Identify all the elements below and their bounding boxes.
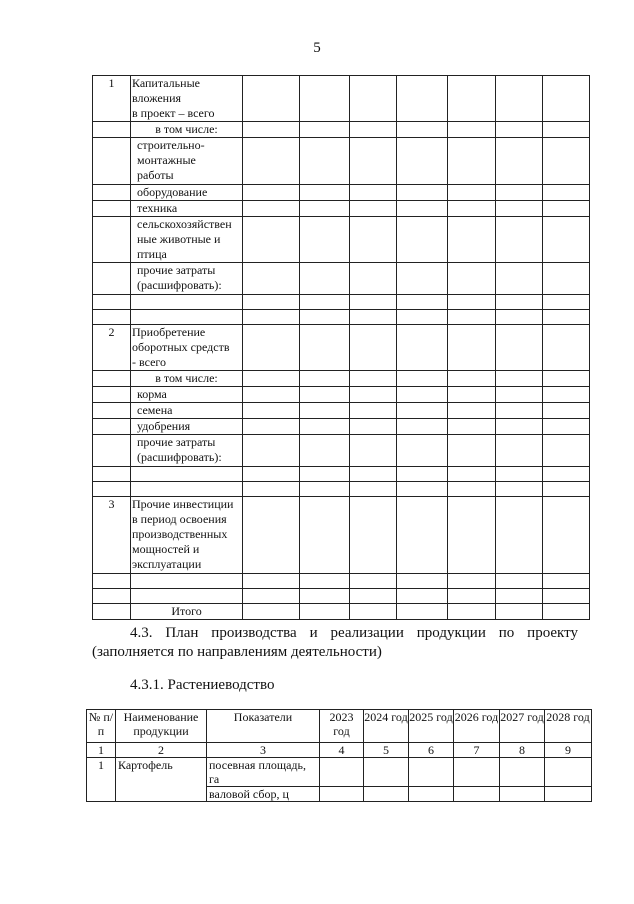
column-number: 7 [454,743,500,758]
row-label [131,371,243,387]
value-cell[interactable] [543,295,590,310]
value-cell[interactable] [448,138,496,185]
row-number [93,604,131,620]
value-cell[interactable] [496,371,543,387]
value-cell[interactable] [543,387,590,403]
value-cell[interactable] [350,122,397,138]
row-label [131,325,243,371]
value-cell[interactable] [448,387,496,403]
value-cell[interactable] [300,263,350,295]
value-cell[interactable] [243,217,300,263]
row-label [131,419,243,435]
value-cell[interactable] [350,76,397,122]
row-label [131,201,243,217]
value-cell[interactable] [364,758,409,787]
row-label [131,138,243,185]
value-cell[interactable] [397,325,448,371]
row-label [131,403,243,419]
value-cell[interactable] [454,758,500,787]
section-4-3-1-heading: 4.3.1. Растениеводство [130,677,275,693]
row-label-line: оборудование [137,185,208,199]
value-cell[interactable] [397,482,448,497]
header-2028: 2028 год [545,710,592,743]
value-cell[interactable] [300,122,350,138]
column-number: 2 [116,743,207,758]
value-cell[interactable] [397,371,448,387]
value-cell[interactable] [320,758,364,787]
row-number [93,185,131,201]
row-number [93,371,131,387]
value-cell[interactable] [300,403,350,419]
row-number: 3 [93,497,131,574]
table-row [93,589,590,604]
row-label [131,604,243,620]
value-cell[interactable] [243,138,300,185]
row-label [131,310,243,325]
row-label [131,482,243,497]
value-cell[interactable] [543,482,590,497]
value-cell[interactable] [496,263,543,295]
row-label [131,263,243,295]
value-cell[interactable] [496,325,543,371]
row-label-line: техника [137,201,178,215]
row-label [131,574,243,589]
value-cell[interactable] [320,787,364,802]
value-cell[interactable] [243,403,300,419]
table-row [93,325,590,371]
value-cell[interactable] [496,387,543,403]
value-cell[interactable] [350,604,397,620]
table-row [93,419,590,435]
value-cell[interactable] [448,482,496,497]
value-cell[interactable] [397,403,448,419]
value-cell[interactable] [397,138,448,185]
value-cell[interactable] [496,604,543,620]
row-label [131,435,243,467]
row-label-line: строительно- [137,138,205,152]
header-2027: 2027 год [500,710,545,743]
row-label [131,589,243,604]
row-label-line: птица [137,247,167,261]
product-name: Картофель [116,758,207,802]
value-cell[interactable] [350,295,397,310]
value-cell[interactable] [496,310,543,325]
value-cell[interactable] [243,371,300,387]
value-cell[interactable] [397,497,448,574]
header-2026: 2026 год [454,710,500,743]
value-cell[interactable] [243,435,300,467]
table-row [93,371,590,387]
table-row [93,467,590,482]
value-cell[interactable] [243,387,300,403]
value-cell[interactable] [543,467,590,482]
row-number [93,403,131,419]
column-number: 6 [409,743,454,758]
column-number: 3 [207,743,320,758]
row-label [131,387,243,403]
value-cell[interactable] [350,263,397,295]
value-cell[interactable] [397,387,448,403]
value-cell[interactable] [543,201,590,217]
value-cell[interactable] [448,403,496,419]
value-cell[interactable] [496,403,543,419]
value-cell[interactable] [300,371,350,387]
header-product: Наименование продукции [116,710,207,743]
value-cell[interactable] [300,574,350,589]
row-label [131,122,243,138]
value-cell[interactable] [243,467,300,482]
value-cell[interactable] [448,371,496,387]
value-cell[interactable] [500,787,545,802]
value-cell[interactable] [448,295,496,310]
row-number [93,201,131,217]
row-label-line: Приобретение [132,325,206,339]
value-cell[interactable] [397,185,448,201]
row-label-line: - всего [132,355,167,369]
table-row [93,310,590,325]
row-label-line: в том числе: [155,371,218,385]
value-cell[interactable] [350,419,397,435]
value-cell[interactable] [397,76,448,122]
value-cell[interactable] [543,435,590,467]
row-label-line: эксплуатации [132,557,202,571]
value-cell[interactable] [300,325,350,371]
row-label-line: в период освоения [132,512,227,526]
value-cell[interactable] [300,435,350,467]
value-cell[interactable] [496,589,543,604]
value-cell[interactable] [496,497,543,574]
row-label [131,467,243,482]
row-label-line: Итого [171,604,202,618]
value-cell[interactable] [448,589,496,604]
value-cell[interactable] [350,589,397,604]
row-label-line: удобрения [137,419,191,433]
value-cell[interactable] [243,295,300,310]
table-row [93,482,590,497]
table-row [93,403,590,419]
row-label-line: в проект – всего [132,106,215,120]
table-row [87,758,592,787]
value-cell[interactable] [300,419,350,435]
value-cell[interactable] [448,435,496,467]
value-cell[interactable] [243,482,300,497]
value-cell[interactable] [350,201,397,217]
row-label-line: ные животные и [137,232,221,246]
row-label-line: Капитальные [132,76,200,90]
value-cell[interactable] [496,482,543,497]
value-cell[interactable] [243,310,300,325]
value-cell[interactable] [448,76,496,122]
table-row [93,435,590,467]
value-cell[interactable] [243,263,300,295]
row-number [93,138,131,185]
column-number: 9 [545,743,592,758]
value-cell[interactable] [496,122,543,138]
value-cell[interactable] [545,787,592,802]
value-cell[interactable] [350,217,397,263]
value-cell[interactable] [543,497,590,574]
value-cell[interactable] [300,295,350,310]
row-number [93,263,131,295]
value-cell[interactable] [448,325,496,371]
table-row [93,295,590,310]
value-cell[interactable] [243,76,300,122]
row-label [131,76,243,122]
column-number-row [87,743,592,758]
value-cell[interactable] [454,787,500,802]
value-cell[interactable] [448,310,496,325]
value-cell[interactable] [300,185,350,201]
value-cell[interactable] [243,185,300,201]
value-cell[interactable] [543,76,590,122]
value-cell[interactable] [397,589,448,604]
row-number [93,122,131,138]
table-row [93,201,590,217]
value-cell[interactable] [397,310,448,325]
value-cell[interactable] [243,325,300,371]
value-cell[interactable] [350,371,397,387]
value-cell[interactable] [350,387,397,403]
table-row [93,263,590,295]
row-label [131,185,243,201]
value-cell[interactable] [350,467,397,482]
value-cell[interactable] [243,201,300,217]
value-cell[interactable] [350,310,397,325]
value-cell[interactable] [496,138,543,185]
row-number [93,589,131,604]
value-cell[interactable] [300,497,350,574]
value-cell[interactable] [397,122,448,138]
row-label-line: (расшифровать): [137,278,222,292]
value-cell[interactable] [496,295,543,310]
value-cell[interactable] [350,497,397,574]
value-cell[interactable] [300,76,350,122]
row-label-line: в том числе: [155,122,218,136]
header-2024: 2024 год [364,710,409,743]
value-cell[interactable] [243,122,300,138]
value-cell[interactable] [543,604,590,620]
row-number [93,435,131,467]
page-number: 5 [313,40,321,56]
value-cell[interactable] [350,574,397,589]
value-cell[interactable] [397,263,448,295]
value-cell[interactable] [397,467,448,482]
row-label [131,217,243,263]
value-cell[interactable] [543,419,590,435]
value-cell[interactable] [448,185,496,201]
header-2025: 2025 год [409,710,454,743]
row-label-line: сельскохозяйствен [137,217,232,231]
value-cell[interactable] [397,217,448,263]
value-cell[interactable] [496,419,543,435]
value-cell[interactable] [300,387,350,403]
value-cell[interactable] [448,263,496,295]
value-cell[interactable] [543,122,590,138]
row-number: 2 [93,325,131,371]
value-cell[interactable] [243,604,300,620]
value-cell[interactable] [397,201,448,217]
row-label-line: корма [137,387,167,401]
value-cell[interactable] [496,467,543,482]
row-number: 1 [87,758,116,802]
column-number: 4 [320,743,364,758]
value-cell[interactable] [543,589,590,604]
value-cell[interactable] [350,403,397,419]
column-number: 8 [500,743,545,758]
value-cell[interactable] [397,574,448,589]
value-cell[interactable] [448,497,496,574]
indicator-label: посевная площадь, га [207,758,320,787]
value-cell[interactable] [397,295,448,310]
row-number: 1 [93,76,131,122]
value-cell[interactable] [300,604,350,620]
table-row [93,185,590,201]
value-cell[interactable] [350,325,397,371]
value-cell[interactable] [543,310,590,325]
value-cell[interactable] [300,467,350,482]
header-indicators: Показатели [207,710,320,743]
value-cell[interactable] [500,758,545,787]
value-cell[interactable] [243,574,300,589]
value-cell[interactable] [543,403,590,419]
row-number [93,295,131,310]
investment-table [92,75,590,620]
row-number [93,419,131,435]
value-cell[interactable] [448,419,496,435]
value-cell[interactable] [300,138,350,185]
value-cell[interactable] [543,371,590,387]
row-label-line: мощностей и [132,542,200,556]
value-cell[interactable] [409,758,454,787]
table-row [93,76,590,122]
value-cell[interactable] [496,574,543,589]
value-cell[interactable] [448,122,496,138]
value-cell[interactable] [448,574,496,589]
table-row [93,138,590,185]
header-num: № п/п [87,710,116,743]
row-label-line: работы [137,168,174,182]
value-cell[interactable] [397,604,448,620]
value-cell[interactable] [350,185,397,201]
row-label-line: прочие затраты [137,435,216,449]
section-4-3-heading: 4.3. План производства и реализации продукции по проекту (заполняется по направлениям деятельности) [92,625,578,660]
row-label-line: Прочие инвестиции [132,497,234,511]
value-cell[interactable] [300,482,350,497]
table-row [93,574,590,589]
value-cell[interactable] [496,217,543,263]
row-label-line: вложения [132,91,182,105]
table-row [93,122,590,138]
value-cell[interactable] [496,201,543,217]
value-cell[interactable] [496,185,543,201]
value-cell[interactable] [300,589,350,604]
value-cell[interactable] [545,758,592,787]
value-cell[interactable] [243,589,300,604]
row-label-line: монтажные [137,153,196,167]
value-cell[interactable] [300,217,350,263]
row-number [93,310,131,325]
value-cell[interactable] [543,574,590,589]
row-number [93,482,131,497]
value-cell[interactable] [350,482,397,497]
value-cell[interactable] [300,310,350,325]
table-row [93,217,590,263]
row-number [93,467,131,482]
row-label [131,497,243,574]
table-row [93,604,590,620]
indicator-label: валовой сбор, ц [207,787,320,802]
row-label [131,295,243,310]
production-table [86,709,592,802]
value-cell[interactable] [243,419,300,435]
table-row [93,497,590,574]
header-2023: 2023 год [320,710,364,743]
column-number: 1 [87,743,116,758]
value-cell[interactable] [397,435,448,467]
value-cell[interactable] [543,138,590,185]
column-number: 5 [364,743,409,758]
value-cell[interactable] [397,419,448,435]
row-label-line: семена [137,403,173,417]
value-cell[interactable] [448,217,496,263]
value-cell[interactable] [543,185,590,201]
row-label-line: оборотных средств [132,340,230,354]
row-label-line: прочие затраты [137,263,216,277]
value-cell[interactable] [364,787,409,802]
value-cell[interactable] [543,325,590,371]
row-label-line: производственных [132,527,228,541]
value-cell[interactable] [350,138,397,185]
value-cell[interactable] [448,604,496,620]
value-cell[interactable] [496,435,543,467]
value-cell[interactable] [350,435,397,467]
row-number [93,217,131,263]
value-cell[interactable] [300,201,350,217]
table-row [93,387,590,403]
value-cell[interactable] [448,467,496,482]
value-cell[interactable] [448,201,496,217]
row-number [93,574,131,589]
row-label-line: (расшифровать): [137,450,222,464]
value-cell[interactable] [543,263,590,295]
value-cell[interactable] [243,497,300,574]
value-cell[interactable] [496,76,543,122]
value-cell[interactable] [543,217,590,263]
row-number [93,387,131,403]
value-cell[interactable] [409,787,454,802]
